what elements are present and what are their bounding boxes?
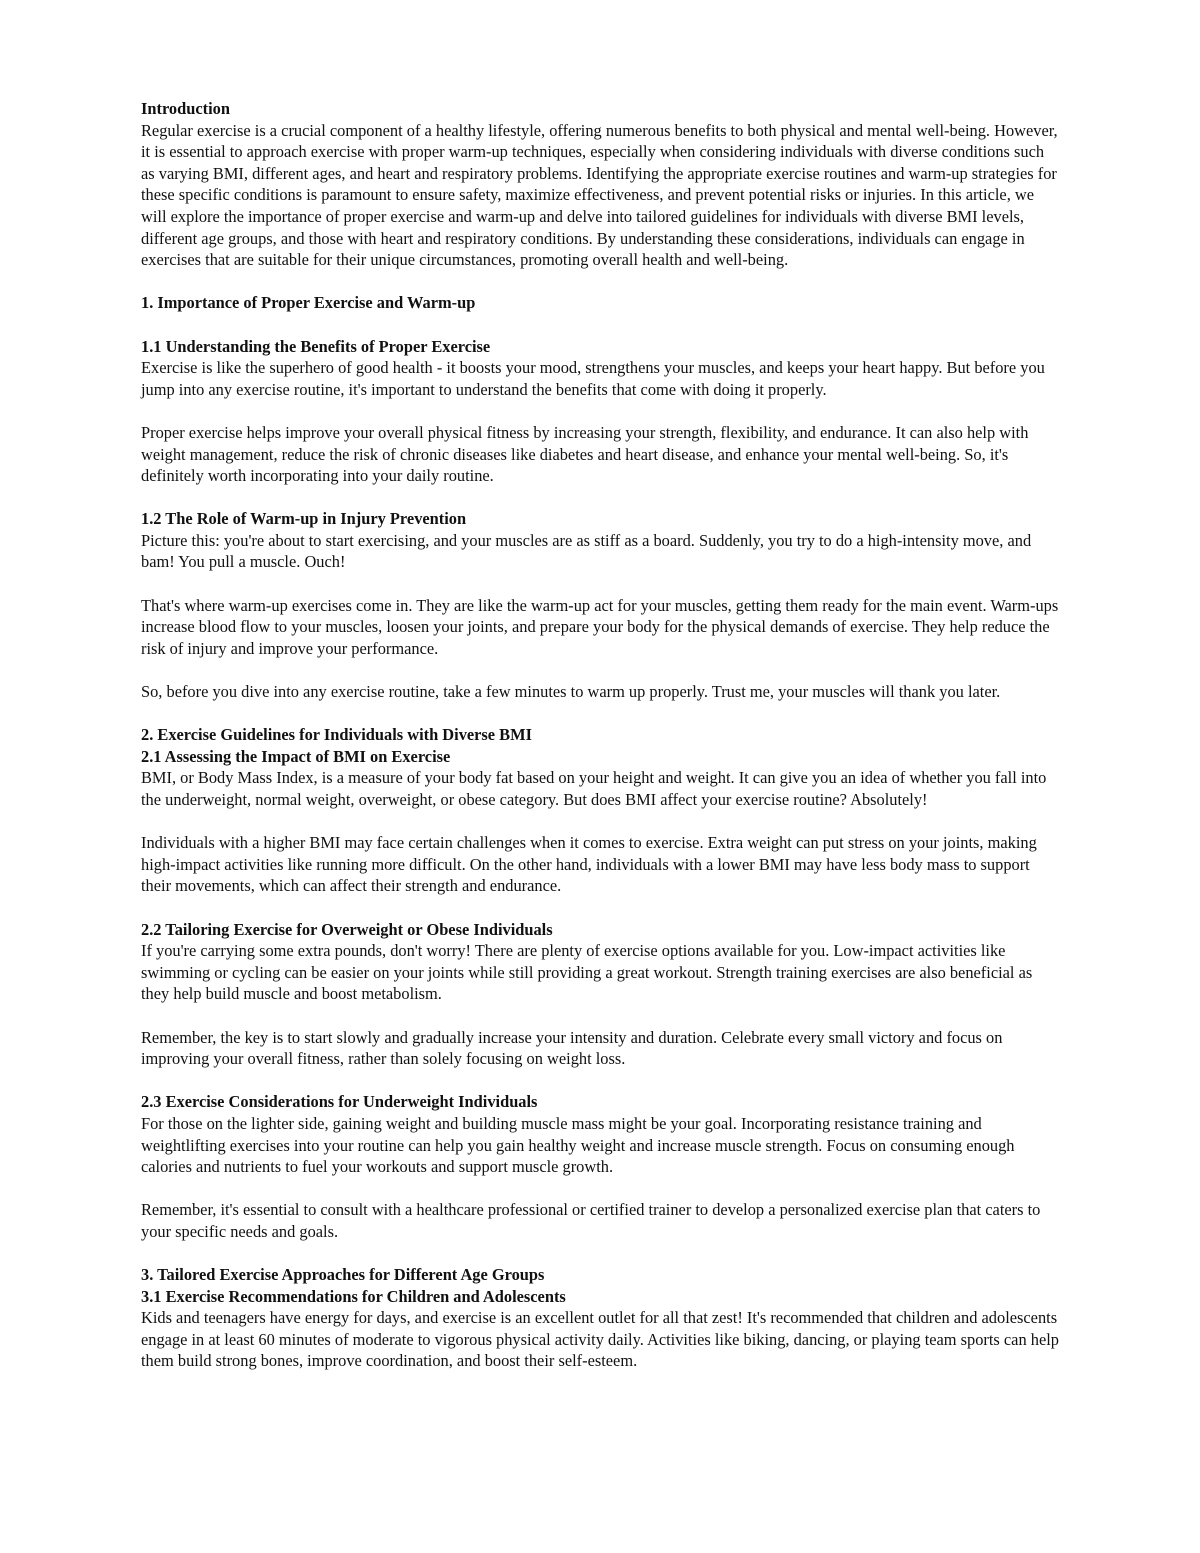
- section-2-2-paragraph-2: Remember, the key is to start slowly and gradually increase your intensity and duration. Celebrate every small victory and focus on improving your overall fitness, rather than solely focusing on weight loss.: [141, 1027, 1003, 1069]
- document-page: [141, 98, 1061, 1372]
- section-1-1-paragraph-1: Exercise is like the superhero of good health - it boosts your mood, strengthens your muscles, and keeps your heart happy. But before you jump into any exercise routine, it's important to understand the benefits that come with doing it properly.: [141, 358, 1045, 399]
- spacer: [141, 1005, 1061, 1027]
- spacer: [141, 487, 1061, 509]
- spacer: [141, 1070, 1061, 1092]
- section-1-heading: 1. Importance of Proper Exercise and Warm-up: [141, 293, 476, 313]
- section-1-1-heading: 1.1 Understanding the Benefits of Proper Exercise: [141, 336, 491, 356]
- section-2-3-paragraph-2: Remember, it's essential to consult with a healthcare professional or certified trainer to develop a personalized exercise plan that caters to your specific needs and goals.: [141, 1200, 1041, 1241]
- spacer: [141, 897, 1061, 919]
- intro-heading: Introduction: [141, 99, 230, 118]
- section-2-1-heading: 2.1 Assessing the Impact of BMI on Exercise: [141, 746, 451, 766]
- section-2-heading: 2. Exercise Guidelines for Individuals with Diverse BMI: [141, 725, 532, 745]
- section-2-3-heading: 2.3 Exercise Considerations for Underweight Individuals: [141, 1092, 538, 1112]
- spacer: [141, 400, 1061, 422]
- spacer: [141, 659, 1061, 681]
- section-1-2-paragraph-3: So, before you dive into any exercise routine, take a few minutes to warm up properly. Trust me, your muscles will thank you later.: [141, 682, 1001, 702]
- section-3-1-heading: 3.1 Exercise Recommendations for Children and Adolescents: [141, 1286, 566, 1306]
- intro-paragraph: Regular exercise is a crucial component of a healthy lifestyle, offering numerous benefits to both physical and mental well-being. However, it is essential to approach exercise with proper warm-up techniques, especially when considering individuals with diverse conditions such as varying BMI, different ages, and heart and respiratory problems. Identifying the appropriate exercise routines and warm-up strategies for these specific conditions is paramount to ensure safety, maximize effectiveness, and prevent potential risks or injuries. In this article, we will explore the importance of proper exercise and warm-up and delve into tailored guidelines for individuals with diverse BMI levels, different age groups, and those with heart and respiratory conditions. By understanding these considerations, individuals can engage in exercises that are suitable for their unique circumstances, promoting overall health and well-being.: [141, 120, 1058, 270]
- spacer: [141, 811, 1061, 833]
- section-1-2-heading: 1.2 The Role of Warm-up in Injury Prevention: [141, 509, 467, 529]
- spacer: [141, 1242, 1061, 1264]
- section-1-1-paragraph-2: Proper exercise helps improve your overall physical fitness by increasing your strength, flexibility, and endurance. It can also help with weight management, reduce the risk of chronic diseases like diabetes and heart disease, and enhance your mental well-being. So, it's definitely worth incorporating into your daily routine.: [141, 422, 1029, 486]
- section-2-1-paragraph-2: Individuals with a higher BMI may face certain challenges when it comes to exercise. Extra weight can put stress on your joints, making high-impact activities like running more difficult. On the other hand, individuals with a lower BMI may have less body mass to support their movements, which can affect their strength and endurance.: [141, 833, 1037, 896]
- section-2-2-paragraph-1: If you're carrying some extra pounds, don't worry! There are plenty of exercise options available for you. Low-impact activities like swimming or cycling can be easier on your joints while still providing a great workout. Strength training exercises are also beneficial as they help build muscle and boost metabolism.: [141, 941, 1033, 1004]
- section-2-3-paragraph-1: For those on the lighter side, gaining weight and building muscle mass might be your goal. Incorporating resistance training and weightlifting exercises into your routine can help you gain healthy weight and increase muscle strength. Focus on consuming enough calories and nutrients to fuel your workouts and support muscle growth.: [141, 1113, 1015, 1177]
- section-3-1-paragraph-1: Kids and teenagers have energy for days, and exercise is an excellent outlet for all that zest! It's recommended that children and adolescents engage in at least 60 minutes of moderate to vigorous physical activity daily. Activities like biking, dancing, or playing team sports can help them build strong bones, improve coordination, and boost their self-esteem.: [141, 1308, 1059, 1371]
- section-1-2-paragraph-2: That's where warm-up exercises come in. They are like the warm-up act for your muscles, getting them ready for the main event. Warm-ups increase blood flow to your muscles, loosen your joints, and prepare your body for the physical demands of exercise. They help reduce the risk of injury and improve your performance.: [141, 595, 1059, 658]
- section-2-2-heading: 2.2 Tailoring Exercise for Overweight or Obese Individuals: [141, 919, 553, 939]
- section-1-2-paragraph-1: Picture this: you're about to start exercising, and your muscles are as stiff as a board. Suddenly, you try to do a high-intensity move, and bam! You pull a muscle. Ouch!: [141, 530, 1032, 572]
- spacer: [141, 573, 1061, 595]
- section-2-1-paragraph-1: BMI, or Body Mass Index, is a measure of your body fat based on your height and weight. It can give you an idea of whether you fall into the underweight, normal weight, overweight, or obese category. But does BMI affect your exercise routine? Absolutely!: [141, 768, 1047, 809]
- spacer: [141, 703, 1061, 725]
- section-3-heading: 3. Tailored Exercise Approaches for Different Age Groups: [141, 1265, 545, 1285]
- spacer: [141, 271, 1061, 293]
- spacer: [141, 314, 1061, 336]
- spacer: [141, 1178, 1061, 1200]
